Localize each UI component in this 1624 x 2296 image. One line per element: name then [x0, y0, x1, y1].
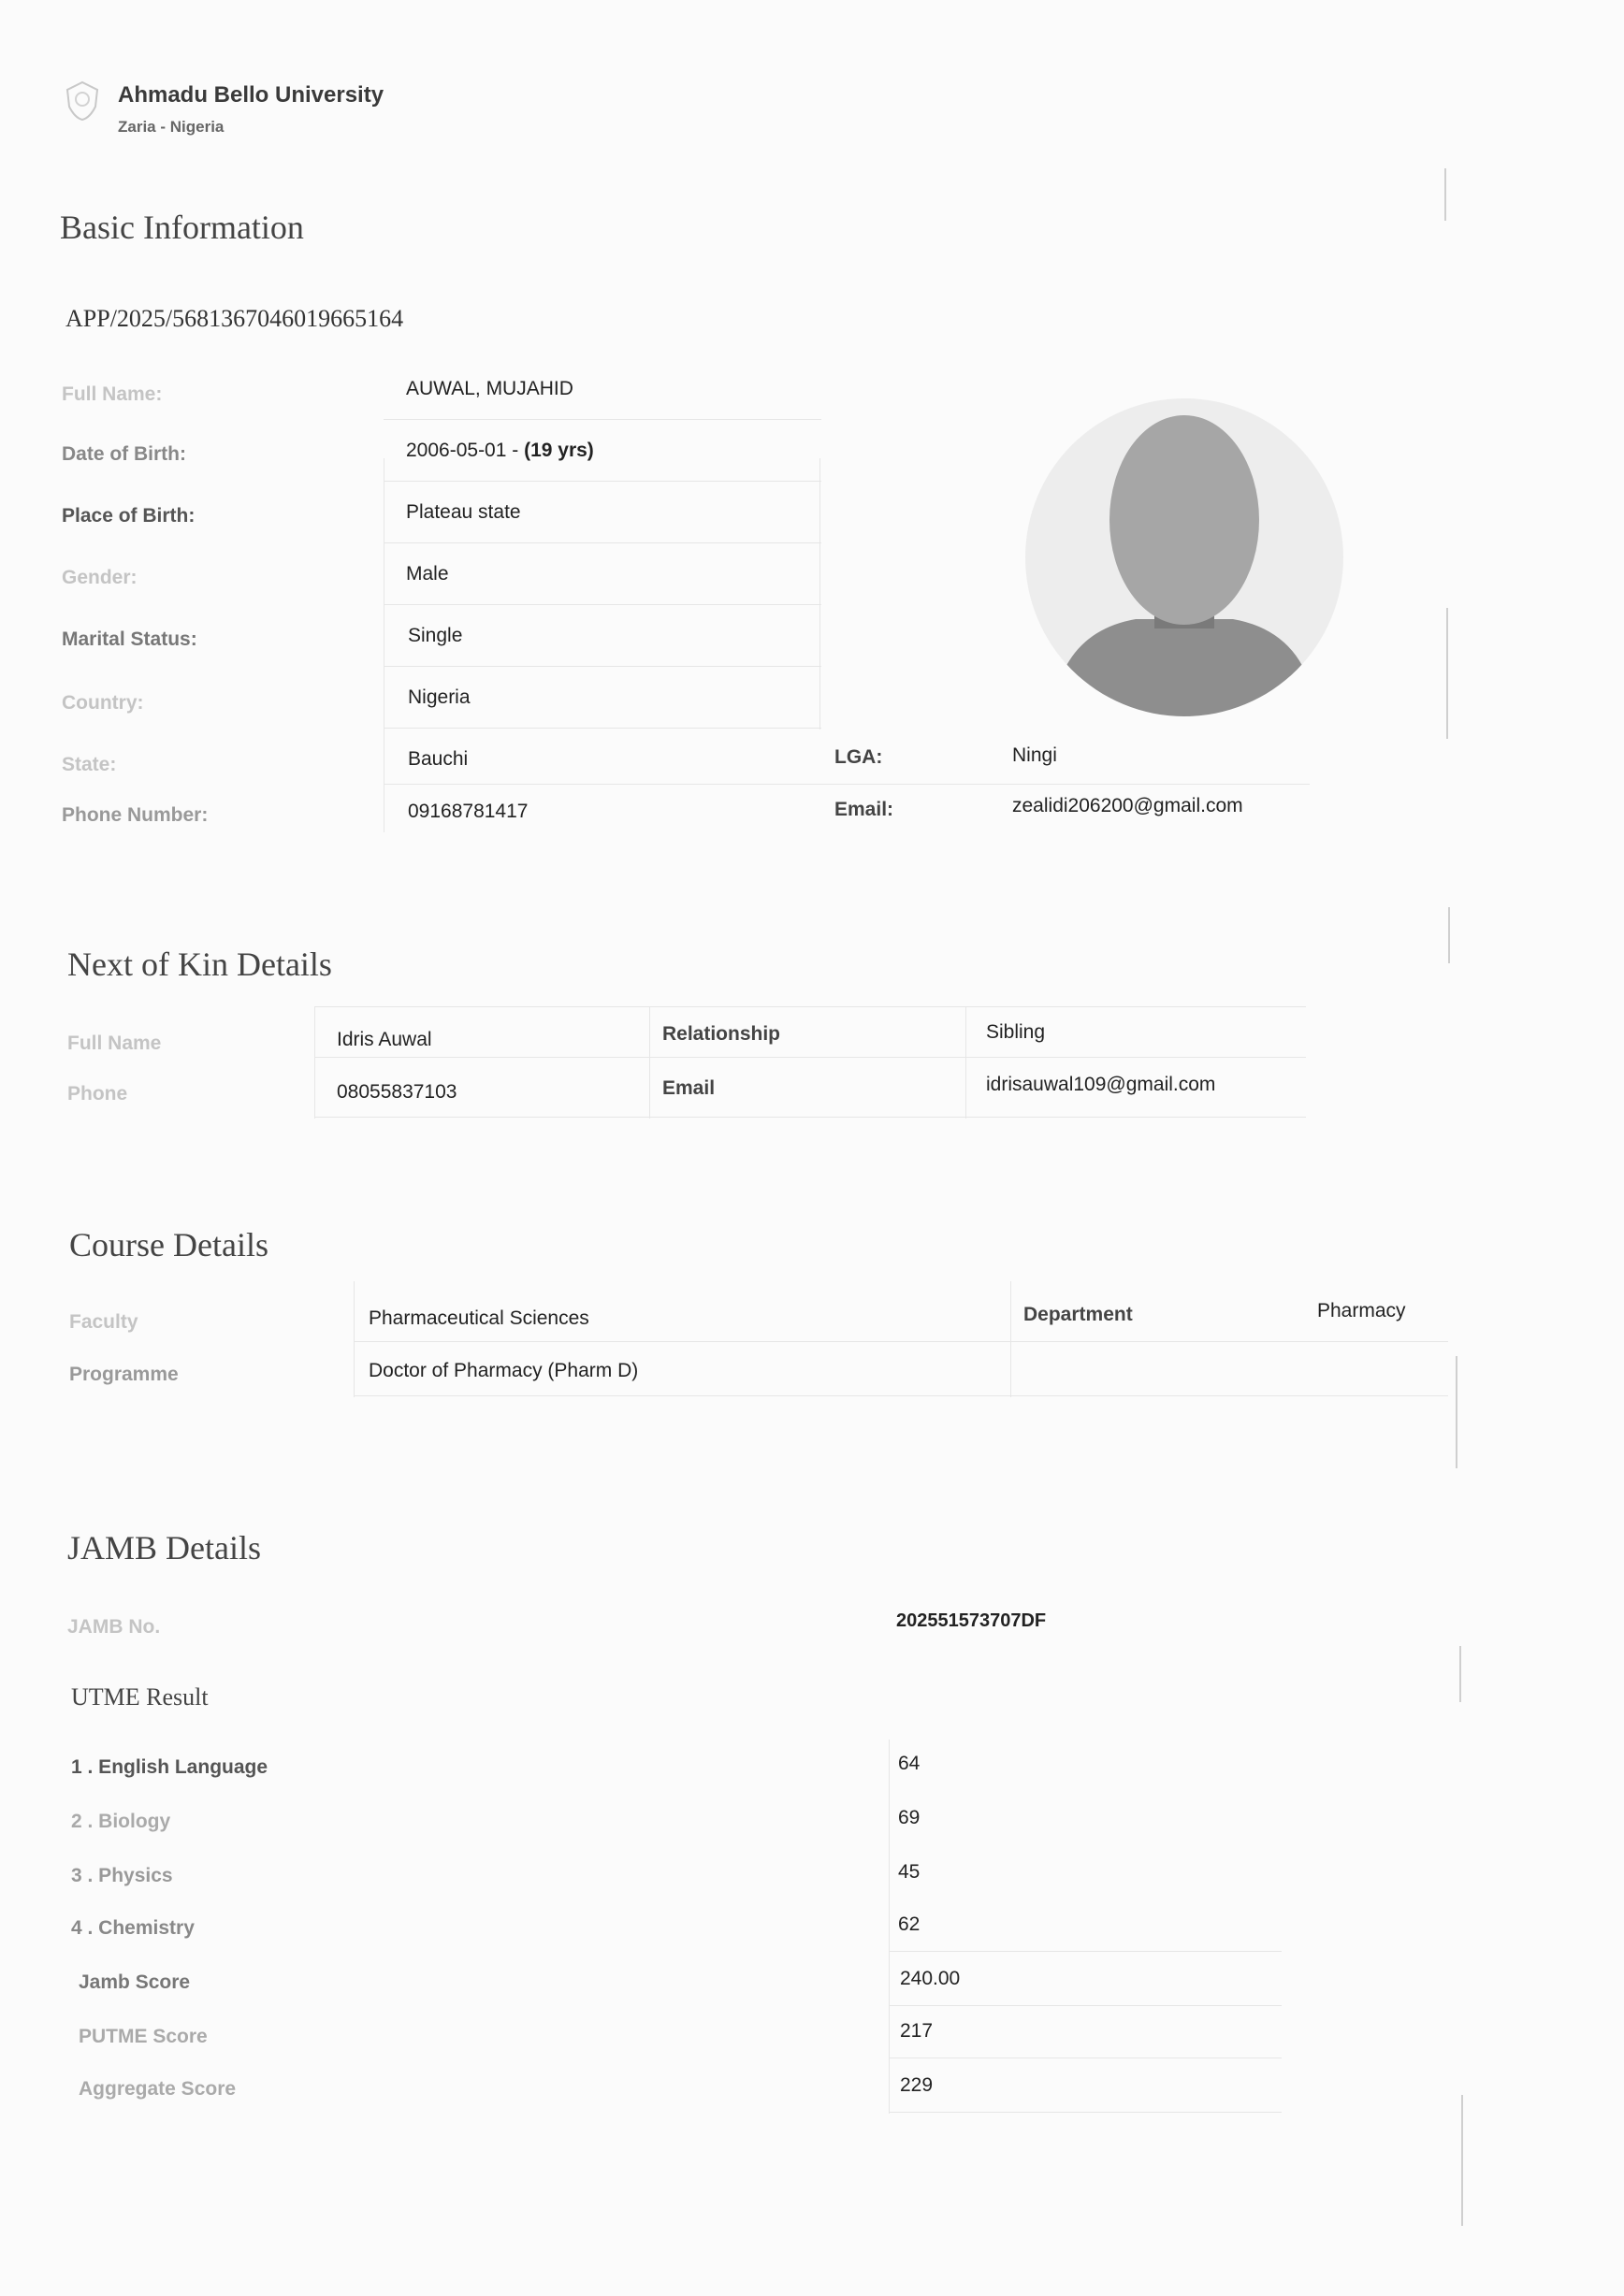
phone-number-label: Phone Number:	[62, 804, 209, 826]
kin-full-name-label: Full Name	[67, 1032, 162, 1054]
kin-phone-label: Phone	[67, 1083, 128, 1105]
date-of-birth-date: 2006-05-01 -	[406, 440, 525, 461]
utme-result-title: UTME Result	[71, 1683, 209, 1711]
place-of-birth-value: Plateau state	[406, 501, 521, 523]
lga-label: LGA:	[834, 746, 883, 768]
kin-email-label: Email	[662, 1077, 716, 1099]
country-label: Country:	[62, 692, 144, 714]
kin-relationship-value: Sibling	[986, 1021, 1046, 1043]
aggregate-score-label: Aggregate Score	[79, 2078, 237, 2100]
marital-status-label: Marital Status:	[62, 628, 197, 650]
gender-label: Gender:	[62, 567, 138, 588]
subject-1-label: 1 . English Language	[71, 1756, 268, 1778]
kin-full-name-value: Idris Auwal	[337, 1029, 432, 1050]
subject-2-label: 2 . Biology	[71, 1811, 171, 1832]
date-of-birth-label: Date of Birth:	[62, 443, 186, 465]
aggregate-score-value: 229	[900, 2074, 934, 2096]
phone-number-value: 09168781417	[408, 801, 529, 822]
basic-information-title: Basic Information	[60, 209, 304, 246]
subject-4-score: 62	[898, 1913, 921, 1935]
place-of-birth-label: Place of Birth:	[62, 505, 196, 527]
subject-4-label: 4 . Chemistry	[71, 1917, 195, 1939]
subject-3-score: 45	[898, 1861, 921, 1883]
putme-score-value: 217	[900, 2020, 934, 2042]
full-name-value: AUWAL, MUJAHID	[406, 378, 573, 399]
department-value: Pharmacy	[1317, 1300, 1406, 1321]
marital-status-value: Single	[408, 625, 463, 646]
next-of-kin-title: Next of Kin Details	[67, 946, 332, 983]
gender-value: Male	[406, 563, 449, 585]
email-value: zealidi206200@gmail.com	[1012, 795, 1243, 816]
university-location: Zaria - Nigeria	[118, 118, 225, 136]
jamb-number-label: JAMB No.	[67, 1616, 161, 1638]
full-name-label: Full Name:	[62, 383, 163, 405]
putme-score-label: PUTME Score	[79, 2026, 208, 2047]
university-crest-icon	[62, 79, 103, 123]
subject-2-score: 69	[898, 1807, 921, 1828]
university-name: Ahmadu Bello University	[118, 82, 384, 108]
country-value: Nigeria	[408, 686, 471, 708]
application-number: APP/2025/5681367046019665164	[65, 305, 404, 332]
jamb-number-value: 202551573707DF	[896, 1610, 1047, 1631]
jamb-details-title: JAMB Details	[67, 1529, 261, 1567]
avatar-placeholder-icon	[1014, 398, 1355, 716]
kin-phone-value: 08055837103	[337, 1081, 457, 1103]
kin-email-value: idrisauwal109@gmail.com	[986, 1074, 1216, 1095]
lga-value: Ningi	[1012, 744, 1057, 766]
department-label: Department	[1023, 1304, 1133, 1325]
faculty-label: Faculty	[69, 1311, 138, 1333]
subject-3-label: 3 . Physics	[71, 1865, 173, 1886]
email-label: Email:	[834, 799, 894, 820]
state-label: State:	[62, 754, 117, 775]
faculty-value: Pharmaceutical Sciences	[369, 1307, 589, 1329]
jamb-score-value: 240.00	[900, 1968, 961, 1989]
programme-value: Doctor of Pharmacy (Pharm D)	[369, 1360, 639, 1381]
kin-relationship-label: Relationship	[662, 1023, 781, 1045]
jamb-score-label: Jamb Score	[79, 1971, 191, 1993]
age-value: (19 yrs)	[524, 440, 594, 461]
date-of-birth-value	[406, 440, 594, 462]
state-value: Bauchi	[408, 748, 469, 770]
programme-label: Programme	[69, 1364, 179, 1385]
subject-1-score: 64	[898, 1753, 921, 1774]
course-details-title: Course Details	[69, 1226, 268, 1264]
